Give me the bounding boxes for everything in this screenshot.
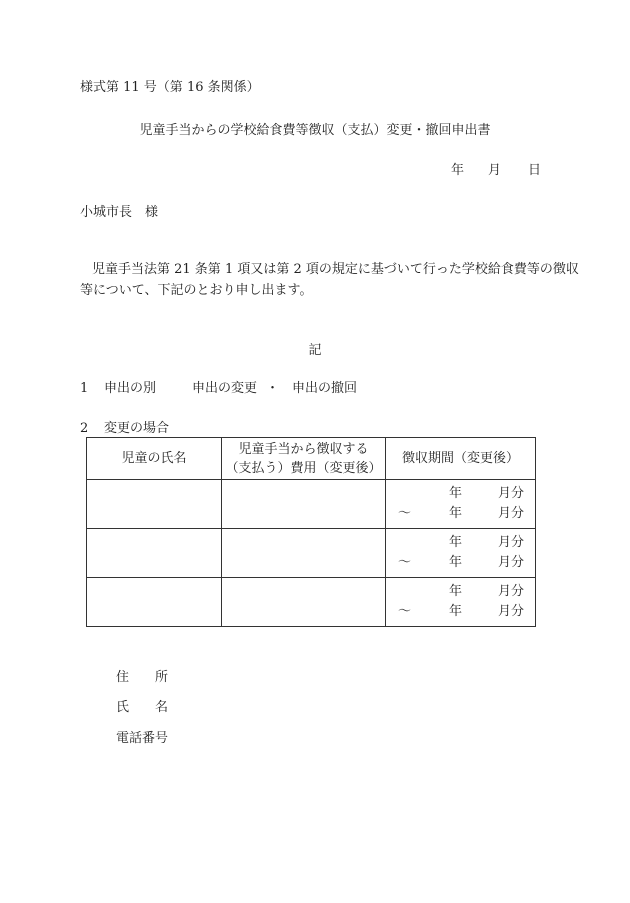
period-start-month-label: 月分 xyxy=(498,535,525,550)
change-table xyxy=(86,437,536,627)
period-start-year-label: 年 xyxy=(449,584,463,599)
applicant-address-label: 住 所 xyxy=(116,670,169,685)
period-start-year-label: 年 xyxy=(449,535,463,550)
item-2-number: 2 xyxy=(80,421,89,436)
header-fee xyxy=(222,438,386,480)
date-year-label: 年 xyxy=(451,163,465,178)
child-name-cell[interactable] xyxy=(87,529,222,578)
period-cell[interactable] xyxy=(386,529,536,578)
option-separator: ・ xyxy=(266,381,280,396)
period-start-year-label: 年 xyxy=(449,486,463,501)
option-change[interactable]: 申出の変更 xyxy=(192,381,258,396)
fee-cell[interactable] xyxy=(222,578,386,627)
date-month-label: 月 xyxy=(488,163,502,178)
header-child-name: 児童の氏名 xyxy=(87,438,222,480)
period-end-month-label: 月分 xyxy=(498,604,525,619)
period-tilde: ～ xyxy=(398,506,412,521)
body-text-line-2: 等について、下記のとおり申し出ます。 xyxy=(80,283,313,298)
ki-heading: 記 xyxy=(308,343,322,358)
period-tilde: ～ xyxy=(398,555,412,570)
header-fee-line-2: （支払う）費用（変更後） xyxy=(225,460,382,476)
table-row xyxy=(87,529,536,578)
period-cell[interactable] xyxy=(386,578,536,627)
item-1-number: 1 xyxy=(80,381,89,396)
header-fee-line-1: 児童手当から徴収する xyxy=(238,441,369,457)
option-withdraw[interactable]: 申出の撤回 xyxy=(292,381,358,396)
fee-cell[interactable] xyxy=(222,480,386,529)
child-name-cell[interactable] xyxy=(87,480,222,529)
period-end-year-label: 年 xyxy=(449,604,463,619)
form-number: 様式第 11 号（第 16 条関係） xyxy=(80,80,260,95)
document-title: 児童手当からの学校給食費等徴収（支払）変更・撤回申出書 xyxy=(139,123,491,138)
table-header-row xyxy=(87,438,536,480)
addressee: 小城市長 様 xyxy=(80,205,159,220)
period-cell[interactable] xyxy=(386,480,536,529)
header-period: 徴収期間（変更後） xyxy=(386,438,536,480)
period-end-year-label: 年 xyxy=(449,506,463,521)
date-day-label: 日 xyxy=(528,163,542,178)
table-row xyxy=(87,578,536,627)
table-row xyxy=(87,480,536,529)
period-end-month-label: 月分 xyxy=(498,555,525,570)
fee-cell[interactable] xyxy=(222,529,386,578)
applicant-name-label: 氏 名 xyxy=(116,700,169,715)
period-tilde: ～ xyxy=(398,604,412,619)
period-end-month-label: 月分 xyxy=(498,506,525,521)
child-name-cell[interactable] xyxy=(87,578,222,627)
period-start-month-label: 月分 xyxy=(498,486,525,501)
body-text-line-1: 児童手当法第 21 条第 1 項又は第 2 項の規定に基づいて行った学校給食費等の徴収 xyxy=(92,262,579,277)
period-start-month-label: 月分 xyxy=(498,584,525,599)
item-2-label: 変更の場合 xyxy=(104,421,170,436)
period-end-year-label: 年 xyxy=(449,555,463,570)
applicant-phone-label: 電話番号 xyxy=(116,731,169,746)
item-1-label: 申出の別 xyxy=(104,381,157,396)
